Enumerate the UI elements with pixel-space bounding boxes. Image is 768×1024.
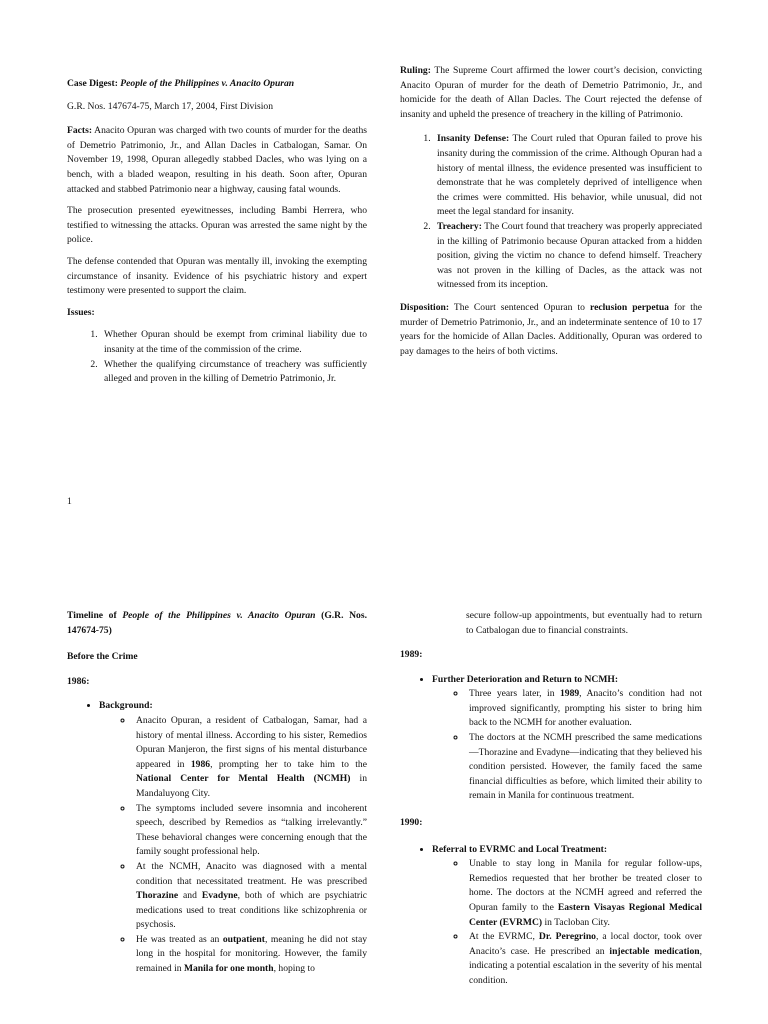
sub-item: ◦ The symptoms included severe insomnia and incoherent speech, described by Remedios as “talking irrelevantly.” These behavioral changes were concerning enough that the family sought professional help. [133,802,367,860]
text-bold: injectable medication [609,945,700,957]
background-label: Background: [99,700,153,712]
text: , a local doctor, took over Anacito’s case. He prescribed an [469,931,702,957]
disposition-penalty: reclusion perpetua [590,301,669,313]
referral-sublist [432,857,702,988]
page-number: 1 [67,496,72,507]
year-heading-1986 [67,675,367,690]
text: At the NCMH, Anacito was diagnosed with a mental condition that necessitated treatment. He was prescribed [136,860,367,887]
sub-item [133,933,367,977]
text-bold: Manila for one month [183,963,274,975]
text: Anacito Opuran, a resident of Catbalogan, Samar, had a history of mental illness. According to his sister, Remedios Opuran Manjeron, the first signs of his mental disturbance appeared in [136,714,367,770]
ruling-point [433,132,702,220]
deterioration-sublist [432,687,702,804]
text: Three years later, in [469,688,560,700]
text: Unable to stay long in Manila for regular follow-ups, Remedios requested that her brother be treated closer to home. The doctors at the NCMH agreed and referred the Opuran family to the [469,858,702,913]
page1-left-column [67,77,367,387]
timeline-prefix: Timeline of [67,610,123,621]
disposition-paragraph [400,301,702,359]
facts-label: Facts: [67,125,93,137]
text-bold: Eastern Visayas Regional Medical Center (EVRMC) [469,901,703,928]
year-label: 1986: [67,675,90,687]
ruling-point-label: Insanity Defense: [437,133,510,145]
text: , prompting her to take him to the [210,758,367,770]
ruling-point-text: The Court found that treachery was properly appreciated in the killing of Patrimonio because Opuran attacked from a hidden position, giving the victim no chance to defend himself. Treachery was not proven in the killing of Dacles, as the attack was not witnessed from its inception. [437,220,702,291]
citation: G.R. Nos. 147674-75, March 17, 2004, First Division [67,100,273,112]
text-bold: outpatient [222,933,265,945]
issue-item: 2. Whether the qualifying circumstance of treachery was sufficiently alleged and proven in the killing of Demetrio Patrimonio, Jr. [100,358,367,387]
text: in Tacloban City. [542,916,610,928]
ruling-paragraph [400,64,702,122]
text-bold: Dr. Peregrino [538,931,596,943]
text: He was treated as an [136,933,223,945]
defense-paragraph: The defense contended that Opuran was mentally ill, invoking the exempting circumstance of insanity. Evidence of his psychiatric history and expert testimony were presented to support the claim. [67,255,367,297]
sub-item [466,930,702,988]
text: At the EVRMC, [469,931,539,943]
title-case-name: People of the Philippines v. Anacito Opuran [120,78,295,89]
deterioration-list [400,673,702,804]
page1-right-column [400,64,702,366]
year-label: 1990: [400,816,423,828]
sub-item [466,857,702,930]
ruling-point [433,220,702,293]
disposition-label: Disposition: [400,301,450,313]
text-bold: Thorazine [136,890,179,902]
sub-item [133,714,367,802]
text-bold: National Center for Mental Health (NCMH) [136,773,351,785]
text: in Mandaluyong City. [136,773,367,799]
ruling-label: Ruling: [400,65,431,76]
ruling-point-text: The Court ruled that Opuran failed to prove his insanity during the commission of the crime. Although Opuran had a history of mental illness, the evidence presented was insufficient to demonstrate that he was completely deprived of intelligence when the crimes were committed. His behavior, while unusual, did not meet the legal standard for insanity. [437,133,702,218]
disposition-text: for the murder of Demetrio Patrimonio, Jr., and an indeterminate sentence of 10 to 17 years for the homicide of Allan Dacles. Additionally, Opuran was ordered to pay damages to the heirs of both victims. [400,301,702,357]
ruling-points-list [400,132,702,293]
facts-text: Anacito Opuran was charged with two counts of murder for the deaths of Demetrio Patrimonio, Jr., and Allan Dacles in Catbalogan, Samar. On November 19, 1998, Opuran allegedly stabbed Dacles, who was lying on a bench, with a bladed weapon, resulting in his death. Soon after, Opuran attacked and stabbed Patrimonio near a highway, causing fatal wounds. [67,125,367,195]
timeline-case-name: People of the Philippines v. Anacito Opuran [122,610,316,621]
timeline-suffix: (G.R. Nos. 147674-75) [67,610,367,636]
ruling-text: The Supreme Court affirmed the lower court’s decision, convicting Anacito Opuran of murder for the death of Demetrio Patrimonio, Jr., and homicide for the death of Allan Dacles. The Court rejected the defense of insanity and upheld the presence of treachery in the killing of Patrimonio. [400,65,702,120]
ruling-point-label: Treachery: [437,220,482,232]
issues-list [67,328,367,386]
text-bold: Evadyne [201,890,238,902]
text: and [178,890,202,902]
year-label: 1989: [400,649,423,660]
disposition-text: The Court sentenced Opuran to [449,301,591,313]
section-heading: Before the Crime [67,651,138,663]
year-heading-1990 [400,816,702,831]
bullet-item [99,699,367,976]
facts-paragraph [67,124,367,197]
sub-item [466,687,702,731]
text: , meaning he did not stay long in the hospital for monitoring. However, the family remained in [136,933,367,975]
background-list [67,699,367,976]
issue-item: 1. Whether Opuran should be exempt from criminal liability due to insanity at the time of the commission of the crime. [100,328,367,357]
sub-item [133,860,367,933]
page2-left-column [67,609,367,977]
issues-heading [67,306,367,321]
text: , hoping to [273,963,315,975]
year-heading-1989 [400,648,702,663]
sub-item: ◦ The doctors at the NCMH prescribed the same medications—Thorazine and Evadyne—indicating that they believed his condition persisted. However, the family faced the same financial difficulties as before, which limited their ability to remain in Manila for continuous treatment. [466,731,702,804]
title-prefix: Case Digest: [67,78,121,89]
referral-list [400,843,702,989]
issues-label: Issues: [67,306,95,318]
text: , Anacito’s condition had not improved significantly, prompting his sister to bring him back to the NCMH for another evaluation. [469,688,702,729]
timeline-title [67,609,367,638]
section-before-crime [67,650,367,665]
page2-right-column [400,648,702,988]
bullet-item [432,673,702,804]
text-bold: 1986 [190,758,211,770]
text: , both of which are psychiatric medications used to treat conditions like schizophrenia or psychosis. [136,890,368,931]
background-sublist [99,714,367,977]
case-digest-title [67,77,367,92]
deterioration-label: Further Deterioration and Return to NCMH: [432,673,619,685]
continued-text-block: secure follow-up appointments, but eventually had to return to Catbalogan due to financial constraints. [466,610,702,636]
bullet-item [432,843,702,989]
prosecution-paragraph: The prosecution presented eyewitnesses, including Bambi Herrera, who testified to witnessing the attacks. Opuran was arrested the same night by the police. [67,205,367,246]
text: , indicating a potential escalation in the severity of his mental condition. [469,945,702,986]
referral-label: Referral to EVRMC and Local Treatment: [432,843,608,855]
text-bold: 1989 [559,688,580,700]
